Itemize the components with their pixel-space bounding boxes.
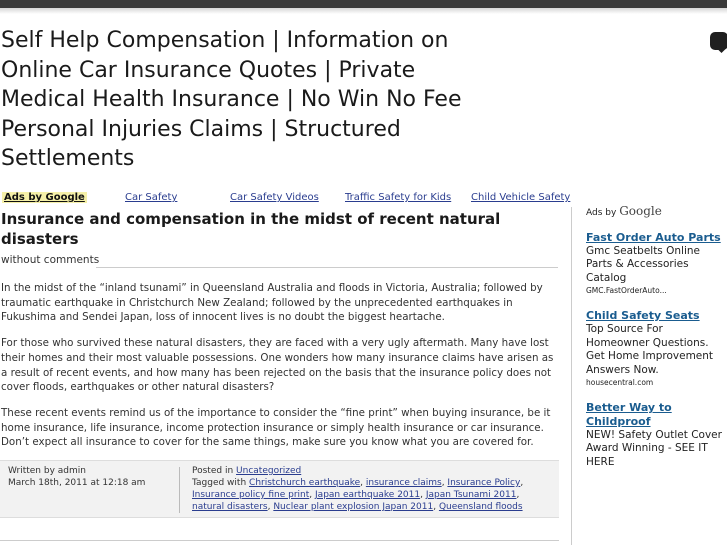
tag-link[interactable]: natural disasters [192, 502, 268, 512]
sidebar-ad-body: NEW! Safety Outlet Cover Award Winning - SEE IT HERE [586, 428, 722, 468]
ad-link-traffic-safety-kids[interactable]: Traffic Safety for Kids [345, 192, 452, 203]
tag-link[interactable]: Queensland floods [438, 502, 523, 512]
sidebar-ad-body: Top Source For Homeowner Questions. Get Home Improvement Answers Now. [586, 322, 714, 376]
sidebar-ad-title[interactable]: Child Safety Seats [586, 309, 700, 323]
site-title[interactable]: Self Help Compensation | Information on Online Car Insurance Quotes | Private Medical Health Insurance | No Win No Fee Personal Injuries Claims | Structured Settlements [1, 28, 462, 171]
ad-link-child-vehicle-safety[interactable]: Child Vehicle Safety [471, 192, 571, 203]
post-title[interactable]: Insurance and compensation in the midst of recent natural disasters [1, 210, 501, 248]
tag-link[interactable]: Japan Tsunami 2011 [425, 490, 517, 500]
ads-by-label: Ads by [586, 208, 617, 218]
sidebar-ad[interactable] [586, 309, 727, 388]
sidebar-ad-body: Gmc Seatbelts Online Parts & Accessories Catalog [586, 244, 700, 284]
sidebar-ad[interactable] [586, 231, 727, 296]
top-bar-shadow [0, 8, 727, 14]
post-taxonomy: Posted in Uncategorized Tagged with Christchurch earthquake, insurance claims, Insurance Policy, Insurance policy fine print, Japan earthquake 2011, Japan Tsunami 2011, natural disasters, Nuclear plant explosion Japan 2011, Queensland floods [192, 466, 524, 512]
post-bottom-divider [0, 540, 559, 541]
sidebar-ad-url[interactable]: housecentral.com [586, 378, 654, 388]
post-paragraph: For those who survived these natural disasters, they are faced with a very ugly aftermath. Many have lost their homes and their most valuable possessions. One wonders how many insurance claims have arisen as a result of recent events, and how many has been rejected on the basis that the insurance policy does not cover floods, earthquakes or other natural disasters? [1, 337, 554, 394]
sidebar-ad-title[interactable]: Better Way to Childproof [586, 401, 672, 428]
tag-link[interactable]: Christchurch earthquake [249, 478, 361, 488]
post-author-date [8, 465, 173, 489]
ad-link-car-safety[interactable]: Car Safety [125, 192, 178, 203]
title-divider [96, 267, 558, 268]
tag-link[interactable]: insurance claims [365, 478, 442, 488]
ads-by-google-sidebar[interactable] [586, 204, 727, 218]
sidebar-divider [571, 207, 572, 545]
written-by: Written by admin [8, 466, 86, 476]
post-paragraph: In the midst of the “inland tsunami” in Queensland Australia and floods in Victoria, Australia; followed by traumatic earthquake in Christchurch New Zealand; followed by the unprecedented earthquakes in Fukushima and Sendei Japan, loss of innocent lives is no doubt the biggest heartache. [1, 282, 543, 324]
comments-count: without comments [1, 254, 100, 266]
posted-in-label: Posted in [192, 466, 234, 476]
tagged-with-label: Tagged with [192, 478, 247, 488]
meta-separator [179, 467, 180, 513]
google-logo-text: Google [619, 204, 662, 218]
tag-link[interactable]: Japan earthquake 2011 [315, 490, 421, 500]
category-link[interactable]: Uncategorized [236, 466, 302, 476]
tag-link[interactable]: Nuclear plant explosion Japan 2011 [273, 502, 434, 512]
sidebar-ad-url[interactable]: GMC.FastOrderAuto... [586, 286, 667, 296]
post-paragraph: These recent events remind us of the importance to consider the “fine print” when buying insurance, be it home insurance, life insurance, income protection insurance or simply health insurance or car insurance. Don’t expect all insurance to cover for the same things, make sure you know what you are covered for. [1, 406, 551, 449]
ad-links-bar [1, 192, 571, 206]
sidebar-ads [586, 204, 727, 469]
ads-by-google-label[interactable]: Ads by Google [4, 192, 85, 203]
post-meta-box [0, 460, 559, 518]
ad-link-car-safety-videos[interactable]: Car Safety Videos [230, 192, 319, 203]
sidebar-ad[interactable] [586, 401, 727, 469]
top-bar [0, 0, 727, 8]
post-content [1, 281, 559, 461]
tag-link[interactable]: Insurance Policy [447, 478, 521, 488]
tag-link[interactable]: Insurance policy fine print [192, 490, 310, 500]
post-date: March 18th, 2011 at 12:18 am [8, 478, 146, 488]
rss-feed-icon[interactable] [710, 32, 727, 50]
sidebar-ad-title[interactable]: Fast Order Auto Parts [586, 231, 721, 244]
